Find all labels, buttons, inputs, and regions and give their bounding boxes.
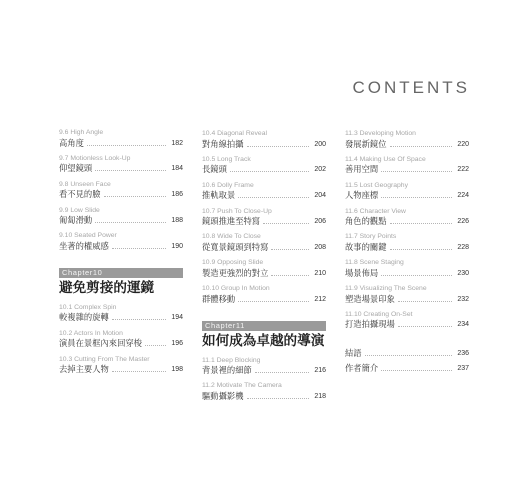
toc-entry	[345, 258, 469, 279]
entry-title: 人物座標	[345, 190, 379, 201]
entry-english-title: 10.8 Wide To Close	[202, 233, 261, 241]
entry-english-title: 10.4 Diagonal Reveal	[202, 130, 267, 137]
toc-entry	[345, 207, 469, 228]
entry-english-title: 9.8 Unseen Face	[59, 180, 111, 188]
entry-title: 善用空間	[345, 164, 379, 175]
entry-page-number: 222	[457, 166, 469, 174]
entry-page-number: 228	[457, 243, 469, 251]
entry-page-number: 196	[171, 340, 183, 348]
entry-title: 仰望鏡頭	[59, 163, 93, 174]
entry-english-title: 11.6 Character View	[345, 207, 406, 215]
entry-english-title: 11.4 Making Use Of Space	[345, 155, 426, 163]
dot-leader	[381, 275, 452, 276]
entry-page-number: 200	[314, 140, 326, 148]
toc-column-2	[202, 129, 326, 407]
entry-title: 長鏡頭	[202, 164, 227, 175]
entry-page-number: 204	[314, 192, 326, 200]
entry-english-title: 9.6 High Angle	[59, 129, 104, 136]
dot-leader	[112, 371, 166, 372]
dot-leader	[390, 146, 453, 147]
dot-leader	[95, 222, 166, 223]
toc-group	[202, 356, 326, 402]
entry-english-title: 9.9 Low Slide	[59, 206, 100, 214]
page-title: CONTENTS	[352, 78, 470, 97]
entry-title: 作者簡介	[345, 362, 379, 373]
toc-entry	[202, 207, 326, 228]
toc-entry	[345, 310, 469, 331]
toc-entry	[345, 129, 469, 150]
entry-page-number: 237	[457, 364, 469, 372]
entry-title: 場景佈局	[345, 267, 379, 278]
entry-english-title: 10.6 Dolly Frame	[202, 181, 254, 189]
dot-leader	[381, 370, 452, 371]
dot-leader	[255, 372, 309, 373]
entry-page-number: 232	[457, 295, 469, 303]
dot-leader	[390, 249, 453, 250]
entry-english-title: 11.10 Creating On-Set	[345, 310, 413, 318]
entry-title: 故事的關鍵	[345, 241, 387, 252]
entry-title: 結語	[345, 348, 362, 359]
toc-entry	[59, 355, 183, 376]
toc-entry	[202, 181, 326, 202]
entry-title: 製造更強烈的對立	[202, 267, 269, 278]
entry-english-title: 10.10 Group In Motion	[202, 285, 270, 293]
toc-group-end	[345, 348, 469, 374]
dot-leader	[365, 355, 452, 356]
toc-column-1	[59, 128, 183, 380]
entry-page-number: 212	[314, 295, 326, 303]
entry-title: 看不見的臉	[59, 189, 101, 200]
entry-title: 背景裡的細節	[202, 365, 252, 376]
entry-title: 打造拍攝現場	[345, 319, 395, 330]
entry-english-title: 11.2 Motivate The Camera	[202, 382, 282, 390]
chapter-label: Chapter11	[202, 321, 326, 331]
dot-leader	[271, 249, 309, 250]
toc-entry	[345, 348, 469, 360]
dot-leader	[381, 197, 452, 198]
chapter-title: 如何成為卓越的導演	[202, 332, 325, 349]
dot-leader	[271, 275, 309, 276]
dot-leader	[95, 170, 166, 171]
dot-leader	[230, 171, 309, 172]
toc-entry	[202, 356, 326, 377]
entry-title: 從寬景鏡頭到特寫	[202, 241, 269, 252]
entry-title: 演員在景框內來回穿梭	[59, 338, 142, 349]
entry-page-number: 184	[171, 165, 183, 173]
toc-entry	[59, 206, 183, 227]
entry-english-title: 11.8 Scene Staging	[345, 259, 404, 267]
chapter-11-header	[202, 321, 326, 350]
dot-leader	[104, 196, 167, 197]
toc-entry	[202, 232, 326, 253]
entry-title: 對角線拍攝	[202, 138, 244, 149]
entry-english-title: 9.7 Motionless Look-Up	[59, 154, 131, 162]
entry-english-title: 9.10 Seated Power	[59, 232, 117, 240]
entry-title: 塑造場景印象	[345, 293, 395, 304]
entry-title: 角色的觀點	[345, 216, 387, 227]
entry-english-title: 10.3 Cutting From The Master	[59, 355, 150, 363]
dot-leader	[145, 345, 166, 346]
entry-page-number: 210	[314, 269, 326, 277]
toc-entry	[345, 362, 469, 374]
entry-page-number: 188	[171, 217, 183, 225]
entry-title: 推軌取景	[202, 190, 236, 201]
entry-title: 匍匐滑動	[59, 215, 93, 226]
dot-leader	[390, 223, 453, 224]
entry-page-number: 224	[457, 192, 469, 200]
chapter-10-header	[59, 268, 183, 297]
toc-entry	[59, 303, 183, 324]
dot-leader	[238, 301, 309, 302]
toc-column-3	[345, 129, 469, 377]
entry-english-title: 10.1 Complex Spin	[59, 303, 117, 311]
entry-title: 較複雜的旋轉	[59, 312, 109, 323]
toc-entry	[59, 154, 183, 175]
entry-page-number: 202	[314, 166, 326, 174]
dot-leader	[112, 248, 166, 249]
toc-entry	[59, 329, 183, 350]
toc-entry	[345, 155, 469, 176]
dot-leader	[263, 223, 309, 224]
entry-page-number: 190	[171, 242, 183, 250]
toc-group	[345, 129, 469, 330]
entry-title: 去掉主要人物	[59, 364, 109, 375]
toc-entry	[345, 232, 469, 253]
entry-page-number: 198	[171, 366, 183, 374]
dot-leader	[238, 197, 309, 198]
entry-title: 坐著的權威感	[59, 240, 109, 251]
chapter-title: 避免剪接的運鏡	[59, 279, 155, 296]
toc-entry	[345, 181, 469, 202]
dot-leader	[398, 301, 452, 302]
toc-entry	[59, 128, 183, 149]
entry-english-title: 11.5 Lost Geography	[345, 181, 408, 189]
toc-entry	[202, 258, 326, 279]
entry-title: 發展新鏡位	[345, 138, 387, 149]
entry-english-title: 10.2 Actors In Motion	[59, 329, 123, 337]
toc-entry	[345, 284, 469, 305]
entry-page-number: 182	[171, 139, 183, 147]
dot-leader	[398, 326, 452, 327]
entry-page-number: 206	[314, 218, 326, 226]
toc-entry	[202, 381, 326, 402]
entry-page-number: 220	[457, 140, 469, 148]
entry-english-title: 11.3 Developing Motion	[345, 130, 416, 137]
entry-page-number: 236	[457, 350, 469, 358]
dot-leader	[247, 398, 310, 399]
toc-entry	[59, 231, 183, 252]
entry-english-title: 10.9 Opposing Slide	[202, 259, 264, 267]
toc-entry	[59, 180, 183, 201]
dot-leader	[247, 146, 310, 147]
toc-group	[59, 128, 183, 252]
toc-entry	[202, 129, 326, 150]
entry-page-number: 234	[457, 321, 469, 329]
entry-title: 高角度	[59, 137, 84, 148]
entry-page-number: 216	[314, 367, 326, 375]
entry-english-title: 10.5 Long Track	[202, 155, 251, 163]
entry-english-title: 11.9 Visualizing The Scene	[345, 285, 427, 293]
entry-title: 驅動攝影機	[202, 390, 244, 401]
toc-entry	[202, 284, 326, 305]
chapter-label: Chapter10	[59, 268, 183, 278]
entry-english-title: 11.7 Story Points	[345, 233, 397, 241]
dot-leader	[112, 319, 166, 320]
entry-english-title: 10.7 Push To Close-Up	[202, 207, 272, 215]
entry-english-title: 11.1 Deep Blocking	[202, 356, 261, 364]
entry-page-number: 226	[457, 218, 469, 226]
entry-title: 鏡頭推進至特寫	[202, 216, 261, 227]
entry-page-number: 194	[171, 314, 183, 322]
toc-group	[59, 303, 183, 375]
entry-page-number: 218	[314, 392, 326, 400]
dot-leader	[87, 145, 166, 146]
entry-title: 群體移動	[202, 293, 236, 304]
toc-group	[202, 129, 326, 305]
dot-leader	[381, 171, 452, 172]
toc-entry	[202, 155, 326, 176]
entry-page-number: 230	[457, 269, 469, 277]
entry-page-number: 208	[314, 243, 326, 251]
entry-page-number: 186	[171, 191, 183, 199]
